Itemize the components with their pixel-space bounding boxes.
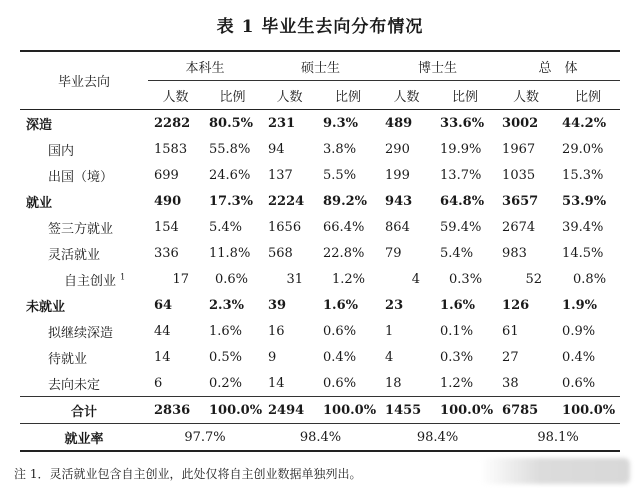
ratio-cell: 5.4% xyxy=(209,219,243,235)
ratio-cell: 64.8% xyxy=(440,193,485,209)
count-cell: 290 xyxy=(385,141,410,157)
count-cell: 94 xyxy=(268,141,285,157)
count-cell: 3002 xyxy=(496,110,556,137)
footnote: 注 1．灵活就业包含自主创业，此处仅将自主创业数据单独列出。 xyxy=(14,467,362,481)
employment-rate-cell: 98.4% xyxy=(262,424,379,452)
count-cell: 79 xyxy=(385,245,402,261)
ratio-cell: 17.3% xyxy=(209,193,254,209)
count-cell: 1 xyxy=(385,323,394,339)
row-label xyxy=(20,318,148,344)
table-row xyxy=(20,136,620,162)
ratio-cell: 89.2% xyxy=(323,193,368,209)
count-cell: 61 xyxy=(502,323,519,339)
row-label-text: 待就业 xyxy=(48,351,88,367)
count-cell: 864 xyxy=(385,219,410,235)
row-label xyxy=(20,292,148,318)
table-row xyxy=(20,344,620,370)
total-label: 合计 xyxy=(20,397,148,424)
sub-header-count: 人数 xyxy=(162,89,189,105)
count-cell: 14 xyxy=(154,349,171,365)
table-row xyxy=(20,266,620,292)
count-cell: 231 xyxy=(262,110,317,137)
count-cell: 14 xyxy=(268,375,285,391)
total-count-cell: 6785 xyxy=(496,397,556,424)
count-cell: 154 xyxy=(154,219,179,235)
ratio-cell: 0.4% xyxy=(323,349,357,365)
row-label-text: 国内 xyxy=(48,143,75,159)
ratio-cell: 66.4% xyxy=(323,219,365,235)
ratio-cell: 1.6% xyxy=(209,323,243,339)
ratio-cell: 24.6% xyxy=(209,167,251,183)
count-cell: 4 xyxy=(411,271,421,287)
ratio-cell: 1.2% xyxy=(440,375,474,391)
table-title: 表 1 毕业生去向分布情况 xyxy=(216,17,424,37)
sub-header-ratio: 比例 xyxy=(219,89,246,105)
employment-rate-label: 就业率 xyxy=(20,424,148,452)
count-cell: 336 xyxy=(154,245,179,261)
ratio-cell: 11.8% xyxy=(209,245,251,261)
ratio-cell: 13.7% xyxy=(440,167,482,183)
count-cell: 489 xyxy=(379,110,434,137)
ratio-cell: 0.4% xyxy=(562,349,596,365)
table-row xyxy=(20,240,620,266)
group-header-overall: 总 体 xyxy=(496,51,620,81)
ratio-cell: 0.3% xyxy=(440,349,474,365)
row-label-text: 深造 xyxy=(26,117,53,133)
total-count-cell: 1455 xyxy=(379,397,434,424)
ratio-cell: 44.2% xyxy=(556,110,620,137)
ratio-cell: 22.8% xyxy=(323,245,365,261)
group-header-master: 硕士生 xyxy=(262,51,379,81)
row-label-text: 自主创业 xyxy=(64,273,117,289)
employment-rate-cell: 98.4% xyxy=(379,424,496,452)
total-ratio-cell: 100.0% xyxy=(556,397,620,424)
ratio-cell: 0.6% xyxy=(214,271,249,287)
total-ratio-cell: 100.0% xyxy=(434,397,496,424)
count-cell: 983 xyxy=(502,245,527,261)
sub-header-count: 人数 xyxy=(393,89,420,105)
sub-header-ratio: 比例 xyxy=(452,89,479,105)
sub-header-count: 人数 xyxy=(276,89,303,105)
ratio-cell: 59.4% xyxy=(440,219,482,235)
count-cell: 16 xyxy=(268,323,285,339)
ratio-cell: 15.3% xyxy=(562,167,604,183)
count-cell: 568 xyxy=(268,245,293,261)
ratio-cell: 29.0% xyxy=(562,141,604,157)
row-label xyxy=(20,370,148,397)
ratio-cell: 1.2% xyxy=(332,271,366,287)
ratio-cell: 0.5% xyxy=(209,349,243,365)
employment-rate-cell: 98.1% xyxy=(496,424,620,452)
ratio-cell: 33.6% xyxy=(434,110,496,137)
count-cell: 1035 xyxy=(502,167,536,183)
ratio-cell: 1.9% xyxy=(562,297,598,313)
count-cell: 199 xyxy=(385,167,410,183)
employment-rate-cell: 97.7% xyxy=(148,424,262,452)
count-cell: 943 xyxy=(385,193,413,209)
row-label xyxy=(20,162,148,188)
count-cell: 38 xyxy=(502,375,519,391)
sub-header-ratio: 比例 xyxy=(335,89,362,105)
group-header-doctor: 博士生 xyxy=(379,51,496,81)
graduate-destination-table xyxy=(20,50,620,452)
ratio-cell: 0.9% xyxy=(562,323,596,339)
sub-header-ratio: 比例 xyxy=(575,89,602,105)
employment-rate-row xyxy=(20,424,620,452)
count-cell: 126 xyxy=(502,297,530,313)
row-label-text: 灵活就业 xyxy=(48,247,101,263)
ratio-cell: 0.1% xyxy=(440,323,474,339)
total-row xyxy=(20,397,620,424)
count-cell: 4 xyxy=(385,349,394,365)
ratio-cell: 3.8% xyxy=(323,141,357,157)
count-cell: 44 xyxy=(154,323,171,339)
table-row xyxy=(20,110,620,137)
row-label xyxy=(20,136,148,162)
table-body xyxy=(20,51,620,451)
row-label xyxy=(20,266,148,292)
count-cell: 17 xyxy=(172,271,189,287)
ratio-cell: 39.4% xyxy=(562,219,604,235)
ratio-cell: 5.4% xyxy=(440,245,474,261)
ratio-cell: 0.3% xyxy=(449,271,483,287)
row-label-text: 出国（境） xyxy=(48,169,114,185)
footnote-marker: 1 xyxy=(120,272,126,282)
ratio-cell: 55.8% xyxy=(209,141,251,157)
total-count-cell: 2836 xyxy=(148,397,203,424)
row-label xyxy=(20,110,148,137)
count-cell: 9 xyxy=(268,349,277,365)
total-ratio-cell: 100.0% xyxy=(203,397,262,424)
row-label xyxy=(20,344,148,370)
header-row-groups xyxy=(20,51,620,81)
table-row xyxy=(20,214,620,240)
ratio-cell: 1.6% xyxy=(440,297,476,313)
ratio-cell: 0.6% xyxy=(323,375,357,391)
table-row xyxy=(20,370,620,397)
ratio-cell: 1.6% xyxy=(323,297,358,313)
category-header: 毕业去向 xyxy=(20,51,148,110)
ratio-cell: 2.3% xyxy=(209,297,244,313)
count-cell: 2224 xyxy=(268,193,305,209)
ratio-cell: 0.6% xyxy=(562,375,596,391)
ratio-cell: 14.5% xyxy=(562,245,604,261)
table-row xyxy=(20,292,620,318)
count-cell: 18 xyxy=(385,375,402,391)
count-cell: 137 xyxy=(268,167,293,183)
count-cell: 64 xyxy=(154,297,173,313)
ratio-cell: 0.6% xyxy=(323,323,357,339)
watermark-blur xyxy=(480,458,630,484)
row-label xyxy=(20,214,148,240)
row-label-text: 拟继续深造 xyxy=(48,325,114,341)
count-cell: 3657 xyxy=(502,193,539,209)
sub-header-count: 人数 xyxy=(513,89,540,105)
row-label-text: 去向未定 xyxy=(48,377,101,393)
count-cell: 1583 xyxy=(154,141,188,157)
row-label-text: 签三方就业 xyxy=(48,221,114,237)
ratio-cell: 5.5% xyxy=(323,167,357,183)
count-cell: 2282 xyxy=(148,110,203,137)
count-cell: 27 xyxy=(502,349,519,365)
count-cell: 52 xyxy=(525,271,543,287)
total-ratio-cell: 100.0% xyxy=(317,397,379,424)
ratio-cell: 53.9% xyxy=(562,193,607,209)
total-count-cell: 2494 xyxy=(262,397,317,424)
ratio-cell: 9.3% xyxy=(317,110,379,137)
table-row xyxy=(20,162,620,188)
table-row xyxy=(20,188,620,214)
ratio-cell: 80.5% xyxy=(203,110,262,137)
row-label-text: 未就业 xyxy=(26,299,66,315)
group-header-undergrad: 本科生 xyxy=(148,51,262,81)
count-cell: 490 xyxy=(154,193,182,209)
count-cell: 23 xyxy=(385,297,404,313)
ratio-cell: 0.8% xyxy=(573,271,607,287)
row-label xyxy=(20,240,148,266)
row-label-text: 就业 xyxy=(26,195,53,211)
ratio-cell: 0.2% xyxy=(209,375,243,391)
count-cell: 39 xyxy=(268,297,287,313)
count-cell: 2674 xyxy=(502,219,536,235)
count-cell: 31 xyxy=(286,271,304,287)
count-cell: 1967 xyxy=(502,141,536,157)
table-row xyxy=(20,318,620,344)
count-cell: 699 xyxy=(154,167,179,183)
ratio-cell: 19.9% xyxy=(440,141,482,157)
row-label xyxy=(20,188,148,214)
count-cell: 1656 xyxy=(268,219,302,235)
count-cell: 6 xyxy=(154,375,163,391)
